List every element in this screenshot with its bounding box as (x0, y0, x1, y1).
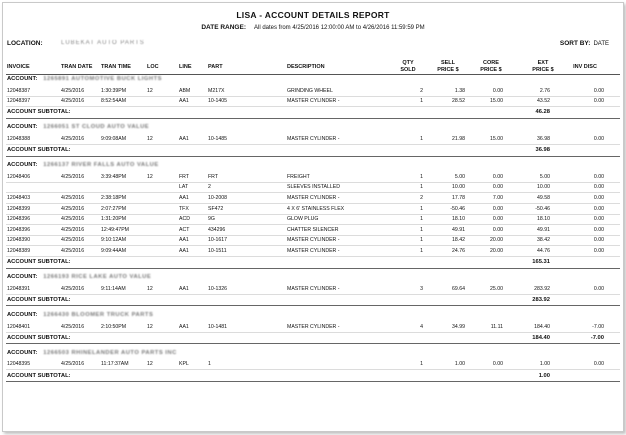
table-cell-line: AA1 (179, 98, 189, 105)
table-cell-sell: 1.00 (454, 361, 465, 368)
sort-by-label: SORT BY: (559, 40, 591, 47)
row-divider (6, 256, 620, 257)
table-cell-ext: 2.76 (539, 87, 550, 94)
table-cell-date: 4/25/2016 (61, 361, 85, 368)
table-cell-time: 9:11:14AM (101, 285, 126, 292)
table-cell-invoice: 12048395 (7, 361, 31, 368)
table-cell-qty: 1 (420, 205, 423, 212)
account-name: 1266051 ST CLOUD AUTO VALUE (43, 124, 150, 131)
table-cell-sell: 10.00 (452, 184, 465, 191)
table-cell-ext: 44.76 (537, 248, 550, 254)
table-cell-qty: 1 (420, 248, 423, 254)
row-divider (6, 144, 620, 145)
table-cell-time: 3:39:48PM (101, 173, 127, 180)
table-cell-part: 9G (208, 216, 215, 223)
row-divider (6, 96, 620, 97)
col-loc: LOC (147, 64, 159, 70)
table-cell-core: 15.00 (490, 136, 503, 142)
table-cell-disc: 0.00 (593, 361, 604, 368)
table-cell-desc: MASTER CYLINDER - (287, 248, 340, 254)
table-cell-line: AA1 (179, 237, 189, 244)
table-cell-sell: 34.99 (452, 323, 465, 330)
account-label: ACCOUNT: (7, 349, 38, 356)
table-cell-line: AA1 (179, 136, 189, 142)
table-cell-core: 7.00 (492, 195, 503, 201)
table-cell-desc: MASTER CYLINDER - (287, 195, 340, 201)
account-subtotal-value: 36.98 (535, 147, 550, 154)
table-cell-part: 10-1405 (208, 98, 228, 105)
table-cell-date: 4/25/2016 (61, 195, 85, 201)
table-cell-line: ACT (179, 226, 190, 233)
account-header (7, 76, 162, 82)
table-cell-desc: GLOW PLUG (287, 216, 319, 223)
col-ext-price: EXT PRICE $ (532, 60, 554, 73)
table-cell-loc: 12 (147, 361, 153, 368)
table-cell-ext: 38.42 (537, 237, 550, 244)
subtotal-divider (6, 268, 620, 269)
account-label: ACCOUNT: (7, 274, 38, 281)
table-cell-qty: 2 (420, 195, 423, 201)
table-cell-ext: 36.98 (537, 136, 550, 142)
table-cell-time: 2:07:27PM (101, 205, 127, 212)
table-cell-desc: MASTER CYLINDER - (287, 237, 340, 244)
subtotal-divider (6, 156, 620, 157)
table-cell-disc: 0.00 (593, 87, 604, 94)
table-cell-sell: 69.64 (452, 285, 465, 292)
col-line: LINE (179, 64, 192, 70)
table-cell-ext: 1.00 (539, 361, 550, 368)
table-cell-invoice: 12048390 (7, 237, 31, 244)
table-cell-core: 20.00 (490, 248, 503, 254)
table-cell-disc: 0.00 (593, 237, 604, 244)
account-subtotal-value: 46.28 (535, 109, 550, 116)
account-label: ACCOUNT: (7, 162, 38, 169)
account-subtotal-value: 283.92 (532, 296, 550, 303)
account-subtotal-value: 1.00 (538, 372, 550, 379)
account-label: ACCOUNT: (7, 76, 38, 82)
table-cell-core: 0.00 (492, 361, 503, 368)
account-subtotal-disc: -7.00 (590, 334, 604, 341)
row-divider (6, 214, 620, 215)
col-core-price: CORE PRICE $ (480, 60, 502, 73)
table-cell-qty: 1 (420, 226, 423, 233)
table-cell-desc: MASTER CYLINDER - (287, 285, 340, 292)
table-cell-date: 4/25/2016 (61, 226, 85, 233)
table-cell-desc: SLEEVES INSTALLED (287, 184, 340, 191)
date-range-value: All dates from 4/25/2016 12:00:00 AM to 4/26/2016 11:59:59 PM (253, 25, 425, 31)
account-subtotal-label: ACCOUNT SUBTOTAL: (7, 147, 71, 154)
table-cell-date: 4/25/2016 (61, 285, 85, 292)
table-cell-invoice: 12048387 (7, 87, 31, 94)
row-divider (6, 224, 620, 225)
table-cell-part: 10-2008 (208, 195, 228, 201)
account-header (7, 162, 159, 168)
table-cell-invoice: 12048406 (7, 173, 31, 180)
account-name: 1266430 BLOOMER TRUCK PARTS (43, 312, 154, 318)
table-cell-part: 10-1481 (208, 323, 228, 330)
table-cell-desc: 4 X 6' STAINLESS FLEX (287, 205, 345, 212)
table-cell-sell: 1.38 (454, 87, 465, 94)
table-cell-time: 2:38:18PM (101, 195, 127, 201)
table-cell-sell: 5.00 (454, 173, 465, 180)
table-cell-ext: -50.46 (535, 205, 550, 212)
table-cell-desc: CHATTER SILENCER (287, 226, 339, 233)
table-cell-ext: 283.92 (534, 285, 550, 292)
table-cell-sell: 24.76 (452, 248, 465, 254)
table-cell-sell: 17.78 (452, 195, 465, 201)
table-cell-loc: 12 (147, 87, 153, 94)
table-cell-ext: 5.00 (539, 173, 550, 180)
table-cell-loc: 12 (147, 285, 153, 292)
account-label: ACCOUNT: (7, 312, 38, 318)
table-cell-line: KPL (179, 361, 189, 368)
table-cell-loc: 12 (147, 323, 153, 330)
table-cell-core: 11.11 (490, 323, 503, 330)
location-value: LUBEKAT AUTO PARTS (61, 40, 145, 46)
account-subtotal-value: 165.31 (532, 259, 550, 266)
table-cell-disc: 0.00 (593, 195, 604, 201)
table-cell-line: AA1 (179, 195, 189, 201)
table-cell-core: 0.00 (492, 216, 503, 223)
table-cell-time: 9:09:44AM (101, 248, 127, 254)
table-cell-time: 1:31:20PM (101, 216, 127, 223)
table-cell-ext: 43.52 (537, 98, 550, 105)
table-cell-time: 11:17:37AM (101, 361, 129, 368)
row-divider (6, 332, 620, 333)
table-cell-date: 4/25/2016 (61, 248, 85, 254)
table-cell-time: 8:52:54AM (101, 98, 127, 105)
col-qty-sold: QTY SOLD (400, 60, 416, 73)
table-cell-core: 0.00 (492, 184, 503, 191)
account-name: 1265891 AUTOMOTIVE BUCK LIGHTS (43, 76, 163, 82)
table-cell-time: 1:30:39PM (101, 87, 127, 94)
table-cell-line: LAT (179, 184, 189, 191)
account-header (7, 312, 153, 318)
account-subtotal-label: ACCOUNT SUBTOTAL: (7, 372, 71, 379)
table-cell-part: FRT (208, 173, 218, 180)
account-header (7, 350, 177, 356)
row-divider (6, 294, 620, 295)
table-cell-sell: 21.98 (452, 136, 465, 142)
date-range-label: DATE RANGE: (201, 24, 246, 31)
table-cell-disc: 0.00 (593, 248, 604, 254)
date-range (3, 24, 623, 31)
table-cell-ext: 18.10 (537, 216, 550, 223)
table-cell-qty: 4 (420, 323, 423, 330)
table-cell-sell: 18.42 (452, 237, 465, 244)
col-sell-price: SELL PRICE $ (437, 60, 459, 73)
col-description: DESCRIPTION (287, 64, 325, 70)
table-cell-time: 9:10:12AM (101, 237, 127, 244)
table-cell-core: 0.00 (492, 226, 503, 233)
table-cell-invoice: 12048401 (7, 323, 31, 330)
table-cell-invoice: 12048397 (7, 98, 31, 105)
account-header (7, 274, 151, 280)
table-cell-part: 10-1485 (208, 136, 228, 142)
table-cell-sell: 49.91 (452, 226, 465, 233)
table-cell-part: SF472 (208, 205, 224, 212)
table-cell-date: 4/25/2016 (61, 87, 85, 94)
account-subtotal-label: ACCOUNT SUBTOTAL: (7, 109, 71, 116)
account-name: 1266137 RIVER FALLS AUTO VALUE (43, 162, 159, 169)
table-cell-loc: 12 (147, 136, 153, 142)
table-cell-disc: 0.00 (593, 173, 604, 180)
table-cell-desc: MASTER CYLINDER - (287, 98, 340, 105)
table-cell-line: ABM (179, 87, 191, 94)
table-cell-sell: -50.46 (450, 205, 465, 212)
table-cell-invoice: 12048396 (7, 216, 31, 223)
table-cell-qty: 1 (420, 136, 423, 142)
row-divider (6, 235, 620, 236)
table-cell-qty: 1 (420, 216, 423, 223)
sort-by-value: DATE (593, 41, 609, 47)
account-name: 1266503 RHINELANDER AUTO PARTS INC (43, 349, 177, 356)
table-cell-date: 4/25/2016 (61, 98, 85, 105)
table-cell-invoice: 12048403 (7, 195, 31, 201)
table-cell-date: 4/25/2016 (61, 136, 85, 142)
table-cell-line: TFX (179, 205, 189, 212)
table-cell-part: 1 (208, 361, 211, 368)
col-inv-disc: INV DISC (573, 64, 597, 70)
table-cell-part: 10-1617 (208, 237, 228, 244)
row-divider (6, 245, 620, 246)
table-cell-part: 2 (208, 184, 211, 191)
table-cell-line: FRT (179, 173, 189, 180)
table-cell-core: 20.00 (490, 237, 503, 244)
table-cell-ext: 49.58 (537, 195, 550, 201)
header-divider (6, 74, 620, 75)
table-cell-time: 12:49:47PM (101, 226, 129, 233)
table-cell-ext: 10.00 (537, 184, 550, 191)
account-label: ACCOUNT: (7, 124, 38, 131)
table-cell-loc: 12 (147, 173, 153, 180)
table-cell-date: 4/25/2016 (61, 173, 85, 180)
table-cell-qty: 2 (420, 87, 423, 94)
table-cell-part: M217X (208, 87, 225, 94)
table-cell-part: 10-1511 (208, 248, 227, 254)
table-cell-core: 15.00 (490, 98, 503, 105)
table-cell-disc: -7.00 (592, 323, 604, 330)
table-cell-invoice: 12048396 (7, 226, 31, 233)
table-cell-line: ACD (179, 216, 190, 223)
table-cell-qty: 3 (420, 285, 423, 292)
table-cell-disc: 0.00 (593, 205, 604, 212)
subtotal-divider (6, 118, 620, 119)
row-divider (6, 106, 620, 107)
account-subtotal-label: ACCOUNT SUBTOTAL: (7, 259, 71, 266)
account-subtotal-value: 184.40 (532, 334, 550, 341)
table-cell-invoice: 12048388 (7, 136, 31, 142)
table-cell-line: AA1 (179, 248, 189, 254)
table-cell-date: 4/25/2016 (61, 237, 85, 244)
report-page (2, 2, 624, 432)
table-cell-time: 9:09:08AM (101, 136, 127, 142)
table-cell-invoice: 12048399 (7, 205, 31, 212)
col-tran-date: TRAN DATE (61, 64, 93, 70)
table-cell-disc: 0.00 (593, 216, 604, 223)
table-cell-qty: 1 (420, 173, 423, 180)
account-subtotal-label: ACCOUNT SUBTOTAL: (7, 296, 71, 303)
table-cell-core: 25.00 (490, 285, 503, 292)
table-cell-desc: MASTER CYLINDER - (287, 323, 340, 330)
table-cell-desc: GRINDING WHEEL (287, 87, 333, 94)
table-cell-line: AA1 (179, 285, 189, 292)
subtotal-divider (6, 381, 620, 382)
table-cell-ext: 184.40 (534, 323, 550, 330)
table-cell-invoice: 12048389 (7, 248, 31, 254)
table-cell-core: 0.00 (492, 173, 503, 180)
table-cell-invoice: 12048391 (7, 285, 31, 292)
table-cell-qty: 1 (420, 361, 423, 368)
table-cell-desc: FREIGHT (287, 173, 310, 180)
report-title: LISA - ACCOUNT DETAILS REPORT (236, 10, 390, 20)
table-cell-date: 4/25/2016 (61, 216, 85, 223)
row-divider (6, 192, 620, 193)
table-cell-disc: 0.00 (593, 136, 604, 142)
col-invoice: INVOICE (7, 64, 30, 70)
table-cell-part: 10-1326 (208, 285, 228, 292)
table-cell-time: 2:10:50PM (101, 323, 127, 330)
table-cell-disc: 0.00 (593, 226, 604, 233)
account-subtotal-label: ACCOUNT SUBTOTAL: (7, 334, 71, 341)
table-cell-sell: 18.10 (452, 216, 465, 223)
table-cell-desc: MASTER CYLINDER - (287, 136, 340, 142)
table-cell-disc: 0.00 (593, 285, 604, 292)
subtotal-divider (6, 343, 620, 344)
table-cell-qty: 1 (420, 237, 423, 244)
table-cell-sell: 28.52 (452, 98, 465, 105)
table-cell-core: 0.00 (492, 205, 503, 212)
table-cell-core: 0.00 (492, 87, 503, 94)
table-cell-date: 4/25/2016 (61, 323, 85, 330)
table-cell-date: 4/25/2016 (61, 205, 85, 212)
table-cell-disc: 0.00 (593, 184, 604, 191)
table-cell-line: AA1 (179, 323, 189, 330)
location-label: LOCATION: (7, 40, 43, 47)
account-name: 1266193 RICE LAKE AUTO VALUE (43, 274, 152, 281)
table-cell-part: 434296 (208, 226, 226, 233)
sort-by (560, 40, 609, 47)
row-divider (6, 203, 620, 204)
row-divider (6, 182, 620, 183)
row-divider (6, 369, 620, 370)
table-cell-qty: 1 (420, 98, 423, 105)
account-header (7, 124, 149, 130)
subtotal-divider (6, 305, 620, 306)
table-cell-ext: 49.91 (537, 226, 550, 233)
col-tran-time: TRAN TIME (101, 64, 131, 70)
col-part: PART (208, 64, 223, 70)
table-cell-disc: 0.00 (593, 98, 604, 105)
table-cell-qty: 1 (420, 184, 423, 191)
